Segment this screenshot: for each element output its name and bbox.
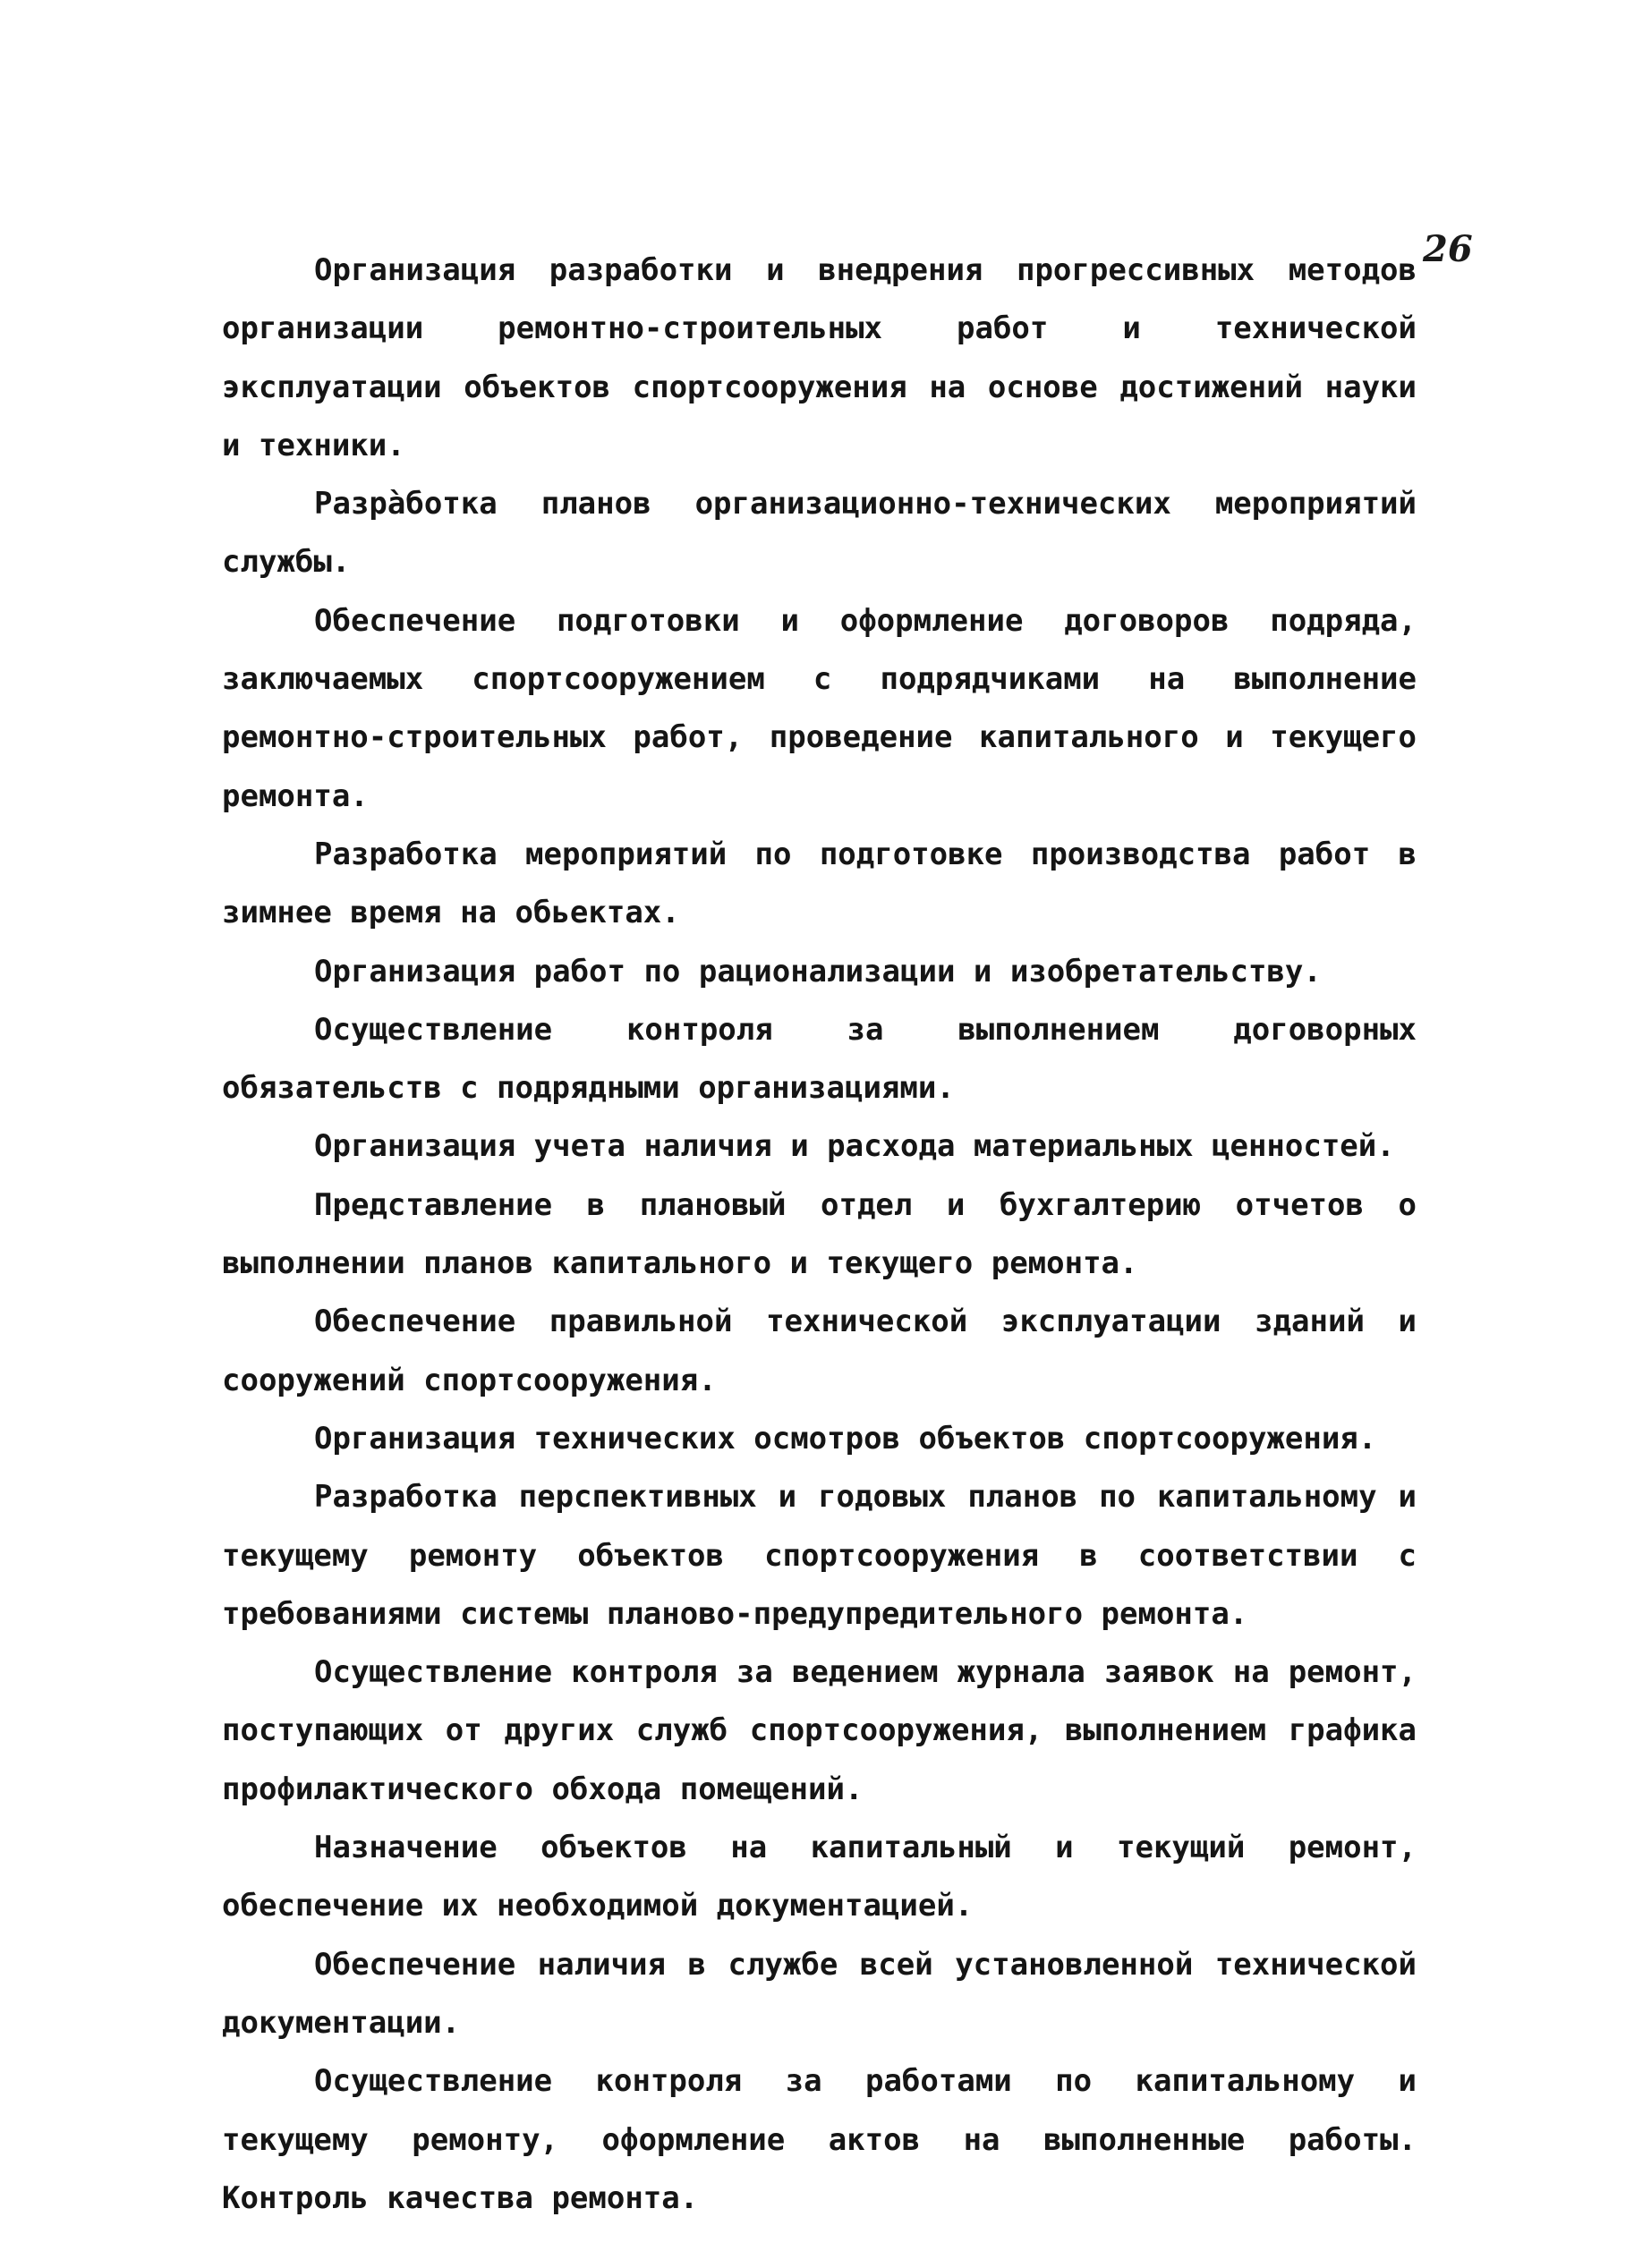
paragraph: Разработка мероприятий по подготовке производства работ в зимнее время на обьектах. <box>222 836 1417 931</box>
paragraph: Организация учета наличия и расхода материальных ценностей. <box>314 1128 1395 1165</box>
paragraph: Организация разработки и внедрения прогрессивных методов организации ремонтно-строительных работ и технической эксплуатации объектов спортсооружения на основе достижений науки и техники. <box>222 252 1417 463</box>
page-number: 26 <box>1423 228 1473 270</box>
paragraph: Назначение объектов на капитальный и текущий ремонт, обеспечение их необходимой документацией. <box>222 1830 1417 1924</box>
paragraph: Обеспечение подготовки и оформление договоров подряда, заключаемых спортсооружением с подрядчиками на выполнение ремонтно-строительных работ, проведение капитального и текущего ремонта. <box>222 602 1417 814</box>
paragraph: Осуществление контроля за выполнением договорных обязательств с подрядными организациями. <box>222 1011 1417 1107</box>
document-body <box>222 242 1417 2228</box>
paragraph: Разрàботка планов организационно-технических мероприятий службы. <box>222 486 1417 581</box>
paragraph: Осуществление контроля за ведением журнала заявок на ремонт, поступающих от других служб спортсооружения, выполнением графика профилактического обхода помещений. <box>222 1654 1417 1807</box>
paragraph: Разработка перспективных и годовых планов по капитальному и текущему ремонту объектов спортсооружения в соответствии с требованиями системы планово-предупредительного ремонта. <box>222 1479 1417 1632</box>
paragraph: Организация работ по рационализации и изобретательству. <box>314 953 1322 990</box>
paragraph: Представление в плановый отдел и бухгалтерию отчетов о выполнении планов капитального и текущего ремонта. <box>222 1186 1417 1282</box>
paragraph: Обеспечение наличия в службе всей установленной технической документации. <box>222 1946 1417 2041</box>
paragraph: Осуществление контроля за работами по капитальному и текущему ремонту, оформление актов на выполненные работы. Контроль качества ремонта. <box>222 2063 1417 2216</box>
paragraph: Организация технических осмотров объектов спортсооружения. <box>314 1420 1377 1457</box>
paragraph: Обеспечение правильной технической эксплуатации зданий и сооружений спортсооружения. <box>222 1304 1417 1398</box>
